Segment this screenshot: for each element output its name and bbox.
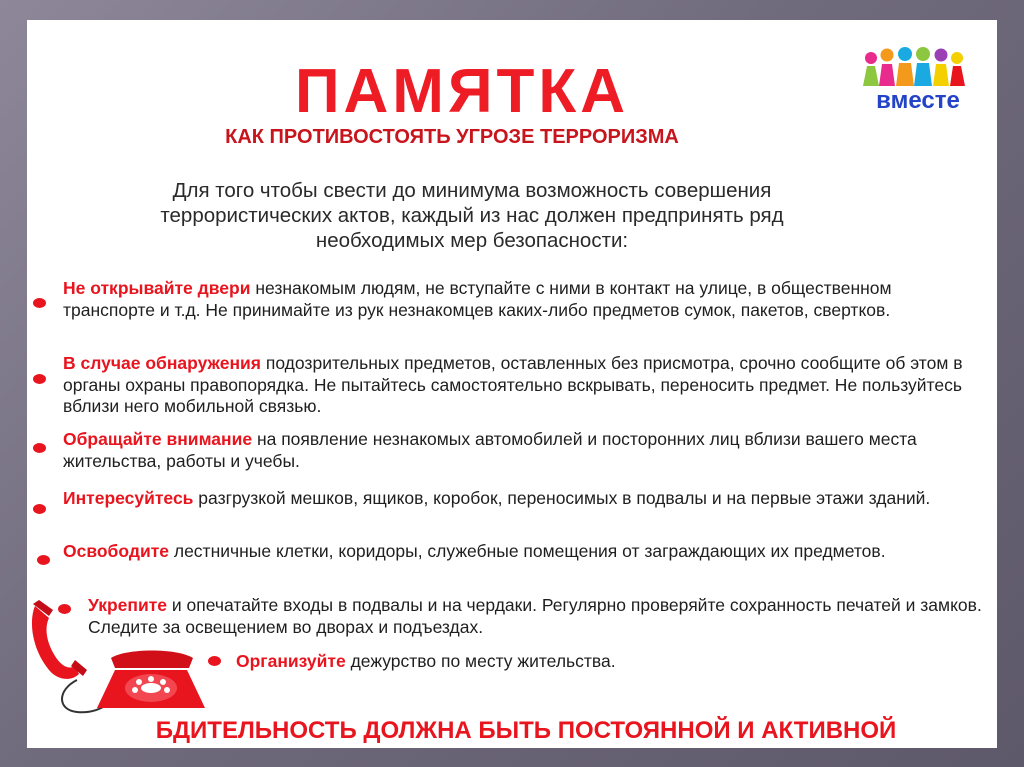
item-lead: Обращайте внимание	[63, 429, 253, 449]
logo-text: вместе	[876, 87, 960, 114]
item-text: лестничные клетки, коридоры, служебные помещения от заграждающих их предметов.	[169, 541, 886, 561]
list-item	[63, 353, 993, 418]
item-lead: Интересуйтесь	[63, 488, 194, 508]
intro-text: Для того чтобы свести до минимума возможность совершения террористических актов, каждый из нас должен предпринять ряд необходимых мер безопасности:	[160, 179, 784, 252]
bullet-dot-icon	[33, 443, 46, 453]
bullet-dot-icon	[33, 504, 46, 514]
item-lead: В случае обнаружения	[63, 353, 261, 373]
item-lead: Освободите	[63, 541, 169, 561]
memo-sheet	[27, 20, 997, 748]
bullet-dot-icon	[33, 298, 46, 308]
page-title: ПАМЯТКА	[294, 57, 630, 126]
list-item	[63, 429, 943, 472]
footer-slogan: БДИТЕЛЬНОСТЬ ДОЛЖНА БЫТЬ ПОСТОЯННОЙ И АКТИВНОЙ	[155, 717, 897, 744]
red-telephone-icon	[27, 600, 227, 730]
item-text: незнакомым людям, не вступайте с ними в контакт на улице, в общественном транспорте и т.д. Не принимайте из рук незнакомцев каких-либо предметов сумок, пакетов, свертков.	[63, 278, 892, 320]
item-text: разгрузкой мешков, ящиков, коробок, переносимых в подвалы и на первые этажи зданий.	[193, 488, 931, 508]
item-text: подозрительных предметов, оставленных без присмотра, срочно сообщите об этом в органы охраны правопорядка. Не пытайтесь самостоятельно вскрывать, переносить предмет. Не пользуйтесь вблизи него мобильной связью.	[63, 353, 963, 416]
item-text: дежурство по месту жительства.	[345, 651, 616, 671]
list-item	[63, 541, 983, 563]
item-lead: Укрепите	[88, 595, 168, 615]
list-item	[63, 278, 983, 321]
item-lead: Не открывайте двери	[63, 278, 251, 298]
page-subtitle: КАК ПРОТИВОСТОЯТЬ УГРОЗЕ ТЕРРОРИЗМА	[225, 126, 679, 148]
bullet-dot-icon	[33, 374, 46, 384]
people-figures-icon	[863, 47, 965, 86]
list-item	[63, 488, 963, 510]
item-lead: Организуйте	[236, 651, 346, 671]
item-text: и опечатайте входы в подвалы и на чердаки. Регулярно проверяйте сохранность печатей и замков. Следите за освещением во дворах и подъездах.	[88, 595, 982, 637]
bullet-dot-icon	[37, 555, 50, 565]
list-item	[236, 651, 936, 673]
item-text: на появление незнакомых автомобилей и посторонних лиц вблизи вашего места жительства, работы и учебы.	[63, 429, 917, 471]
